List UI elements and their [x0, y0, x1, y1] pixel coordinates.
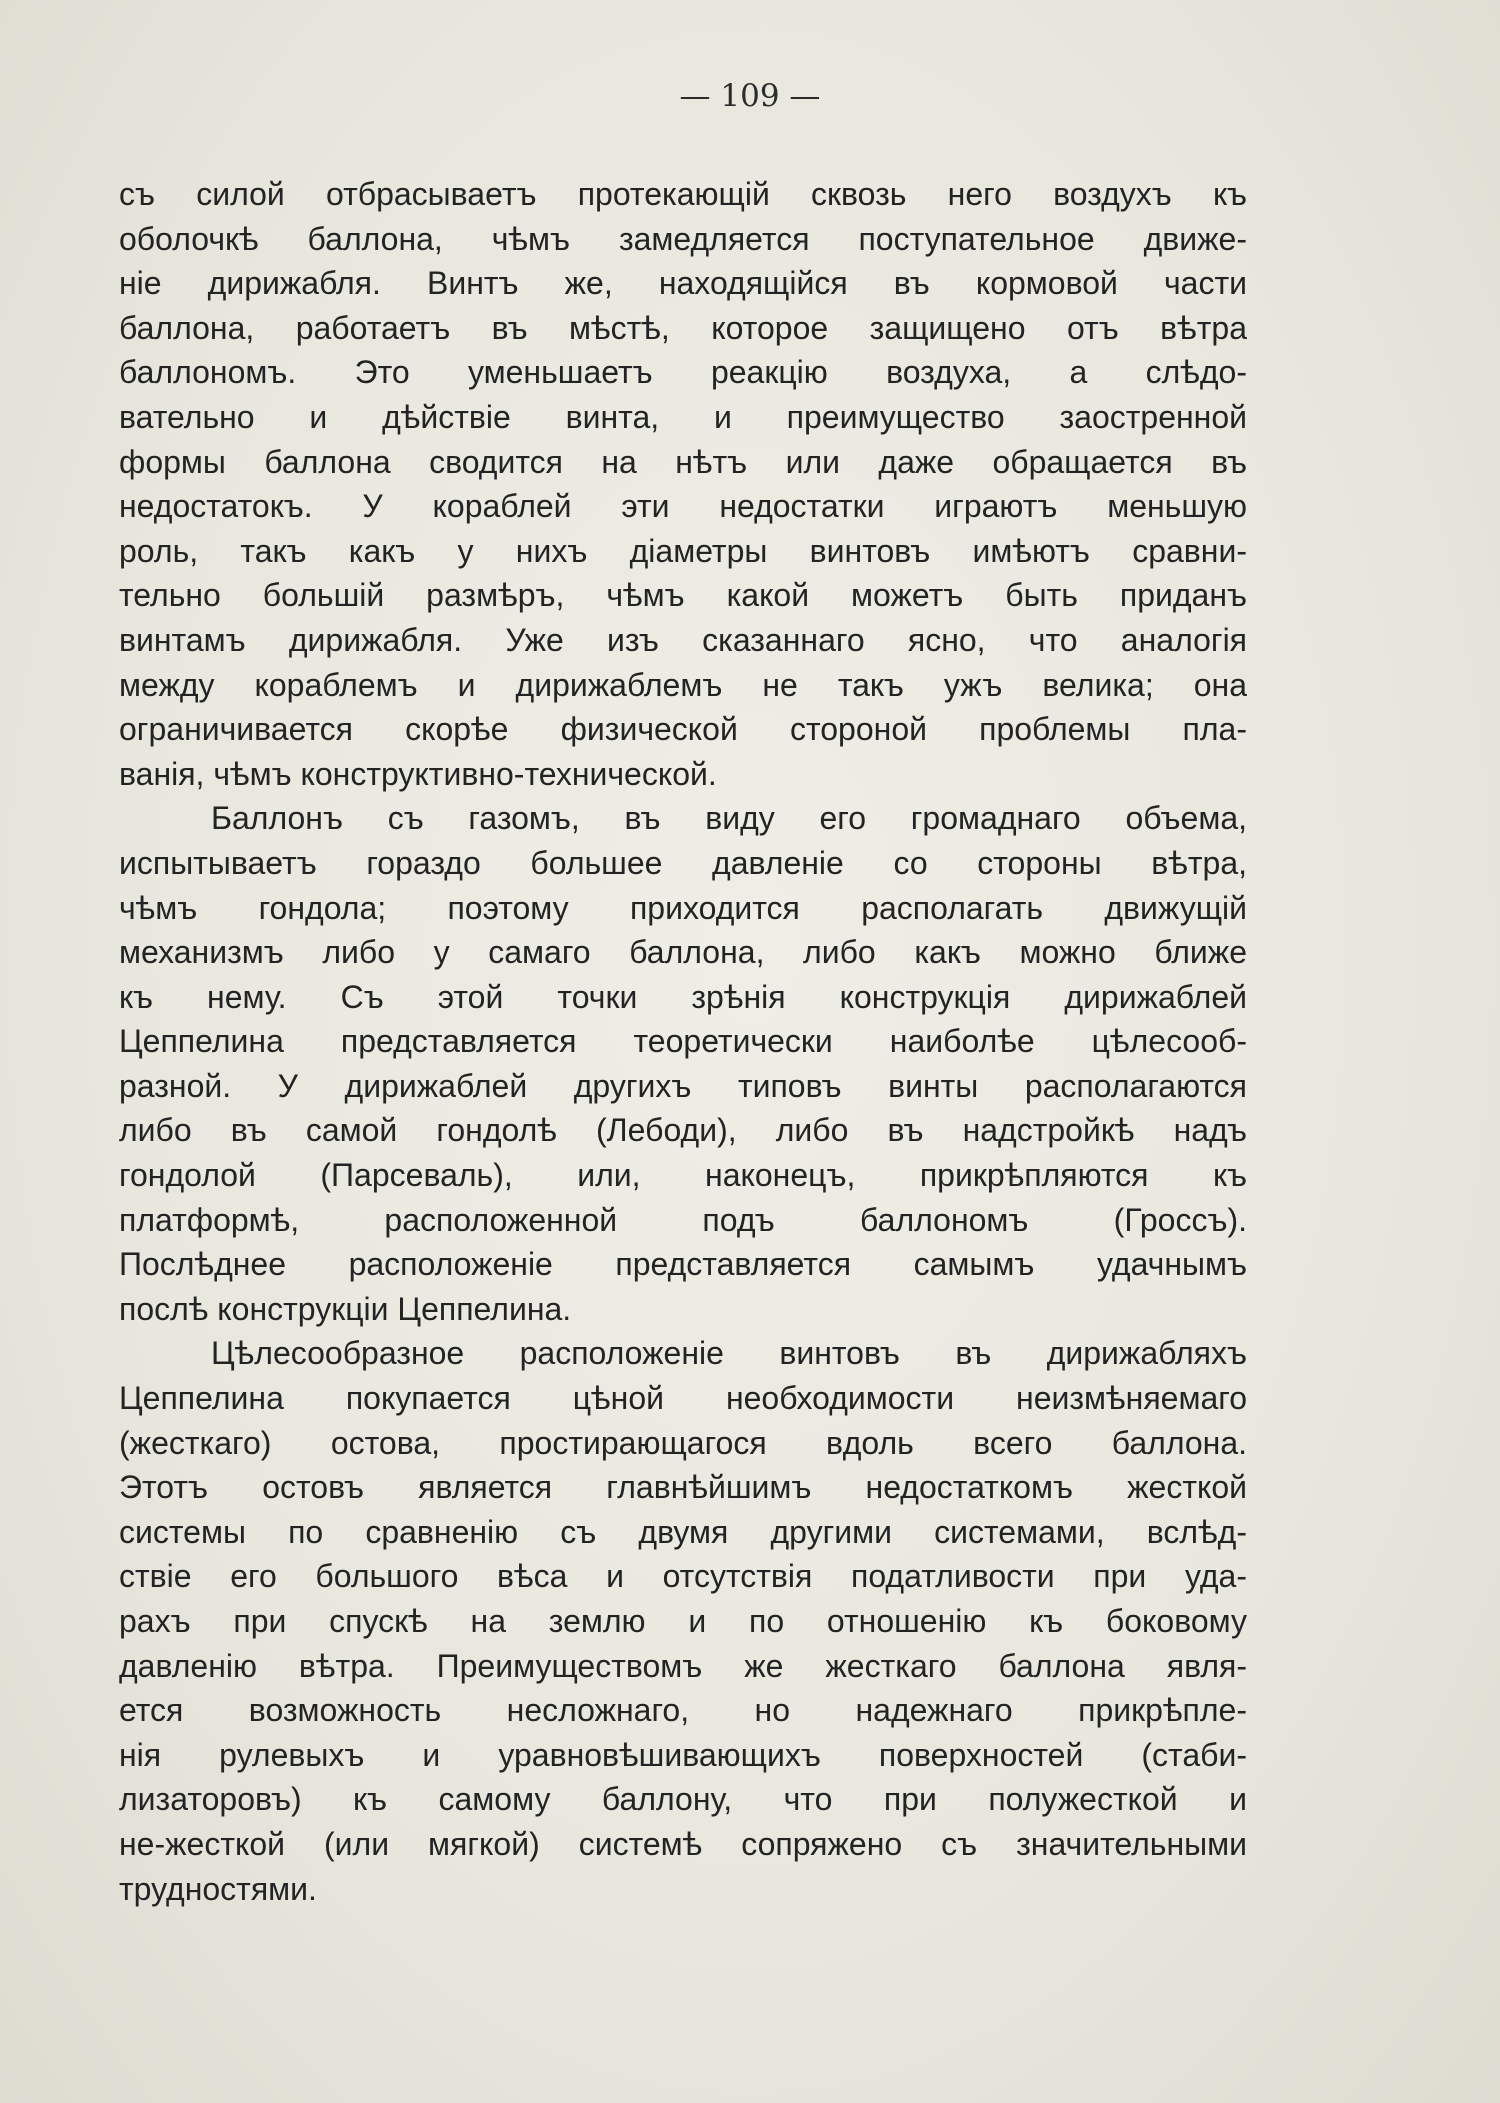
text-line: вательно и дѣйствіе винта, и преимущество заостренной: [119, 398, 1247, 435]
paragraph: [119, 796, 1247, 1331]
paragraph: [119, 172, 1247, 796]
text-line: Цеппелина покупается цѣной необходимости неизмѣняемаго: [119, 1380, 1247, 1417]
text-line: Цѣлесообразное расположеніе винтовъ въ дирижабляхъ: [211, 1335, 1247, 1372]
text-line: баллономъ. Это уменьшаетъ реакцію воздуха, а слѣдо-: [119, 354, 1247, 391]
text-line: (жесткаго) остова, простирающагося вдоль всего баллона.: [119, 1424, 1247, 1461]
text-line: съ силой отбрасываетъ протекающій сквозь него воздухъ къ: [119, 176, 1247, 212]
text-line: испытываетъ гораздо большее давленіе со стороны вѣтра,: [119, 844, 1247, 881]
text-line: формы баллона сводится на нѣтъ или даже обращается въ: [119, 443, 1247, 480]
text-line: лизаторовъ) къ самому баллону, что при полужесткой и: [119, 1781, 1247, 1818]
text-line: Этотъ остовъ является главнѣйшимъ недостаткомъ жесткой: [119, 1469, 1247, 1506]
text-line: платформѣ, расположенной подъ баллономъ (Гроссъ).: [119, 1201, 1247, 1238]
text-line: ется возможность несложнаго, но надежнаго прикрѣпле-: [119, 1692, 1247, 1729]
text-line: Цеппелина представляется теоретически наиболѣе цѣлесооб-: [119, 1023, 1247, 1060]
text-line: тельно большій размѣръ, чѣмъ какой можетъ быть приданъ: [119, 577, 1247, 614]
text-line: системы по сравненію съ двумя другими системами, вслѣд-: [119, 1513, 1247, 1550]
text-line: нія рулевыхъ и уравновѣшивающихъ поверхностей (стаби-: [119, 1736, 1247, 1773]
text-line: ограничивается скорѣе физической стороной проблемы пла-: [119, 711, 1247, 748]
text-line: гондолой (Парсеваль), или, наконецъ, прикрѣпляются къ: [119, 1157, 1247, 1194]
text-line: чѣмъ гондола; поэтому приходится располагать движущій: [119, 889, 1247, 926]
body-text: [119, 172, 1247, 1911]
text-line: разной. У дирижаблей другихъ типовъ винты располагаются: [119, 1067, 1247, 1104]
text-line: ствіе его большого вѣса и отсутствія податливости при уда-: [119, 1558, 1247, 1595]
text-line: Послѣднее расположеніе представляется самымъ удачнымъ: [119, 1246, 1247, 1283]
text-line: между кораблемъ и дирижаблемъ не такъ ужъ велика; она: [119, 666, 1247, 703]
text-line: либо въ самой гондолѣ (Лебоди), либо въ надстройкѣ надъ: [119, 1112, 1247, 1149]
text-line: давленію вѣтра. Преимуществомъ же жесткаго баллона явля-: [119, 1647, 1247, 1684]
text-line: ніе дирижабля. Винтъ же, находящійся въ кормовой части: [119, 265, 1247, 302]
text-line: послѣ конструкціи Цеппелина.: [119, 1290, 572, 1327]
text-line: Баллонъ съ газомъ, въ виду его громаднаго объема,: [211, 800, 1247, 837]
text-line: баллона, работаетъ въ мѣстѣ, которое защищено отъ вѣтра: [119, 309, 1247, 346]
text-line: къ нему. Съ этой точки зрѣнія конструкція дирижаблей: [119, 978, 1247, 1015]
text-line: ванія, чѣмъ конструктивно-технической.: [119, 755, 717, 792]
text-line: рахъ при спускѣ на землю и по отношенію къ боковому: [119, 1603, 1247, 1639]
page-number: — 109 —: [679, 78, 821, 114]
paragraph: [119, 1331, 1247, 1911]
text-line: винтамъ дирижабля. Уже изъ сказаннаго ясно, что аналогія: [119, 621, 1247, 658]
text-line: трудностями.: [119, 1870, 317, 1907]
text-line: механизмъ либо у самаго баллона, либо какъ можно ближе: [119, 934, 1247, 971]
text-line: роль, такъ какъ у нихъ діаметры винтовъ имѣютъ сравни-: [119, 532, 1247, 569]
text-line: недостатокъ. У кораблей эти недостатки играютъ меньшую: [119, 488, 1247, 525]
text-line: оболочкѣ баллона, чѣмъ замедляется поступательное движе-: [119, 220, 1247, 257]
text-line: не-жесткой (или мягкой) системѣ сопряжено съ значительными: [119, 1825, 1247, 1862]
